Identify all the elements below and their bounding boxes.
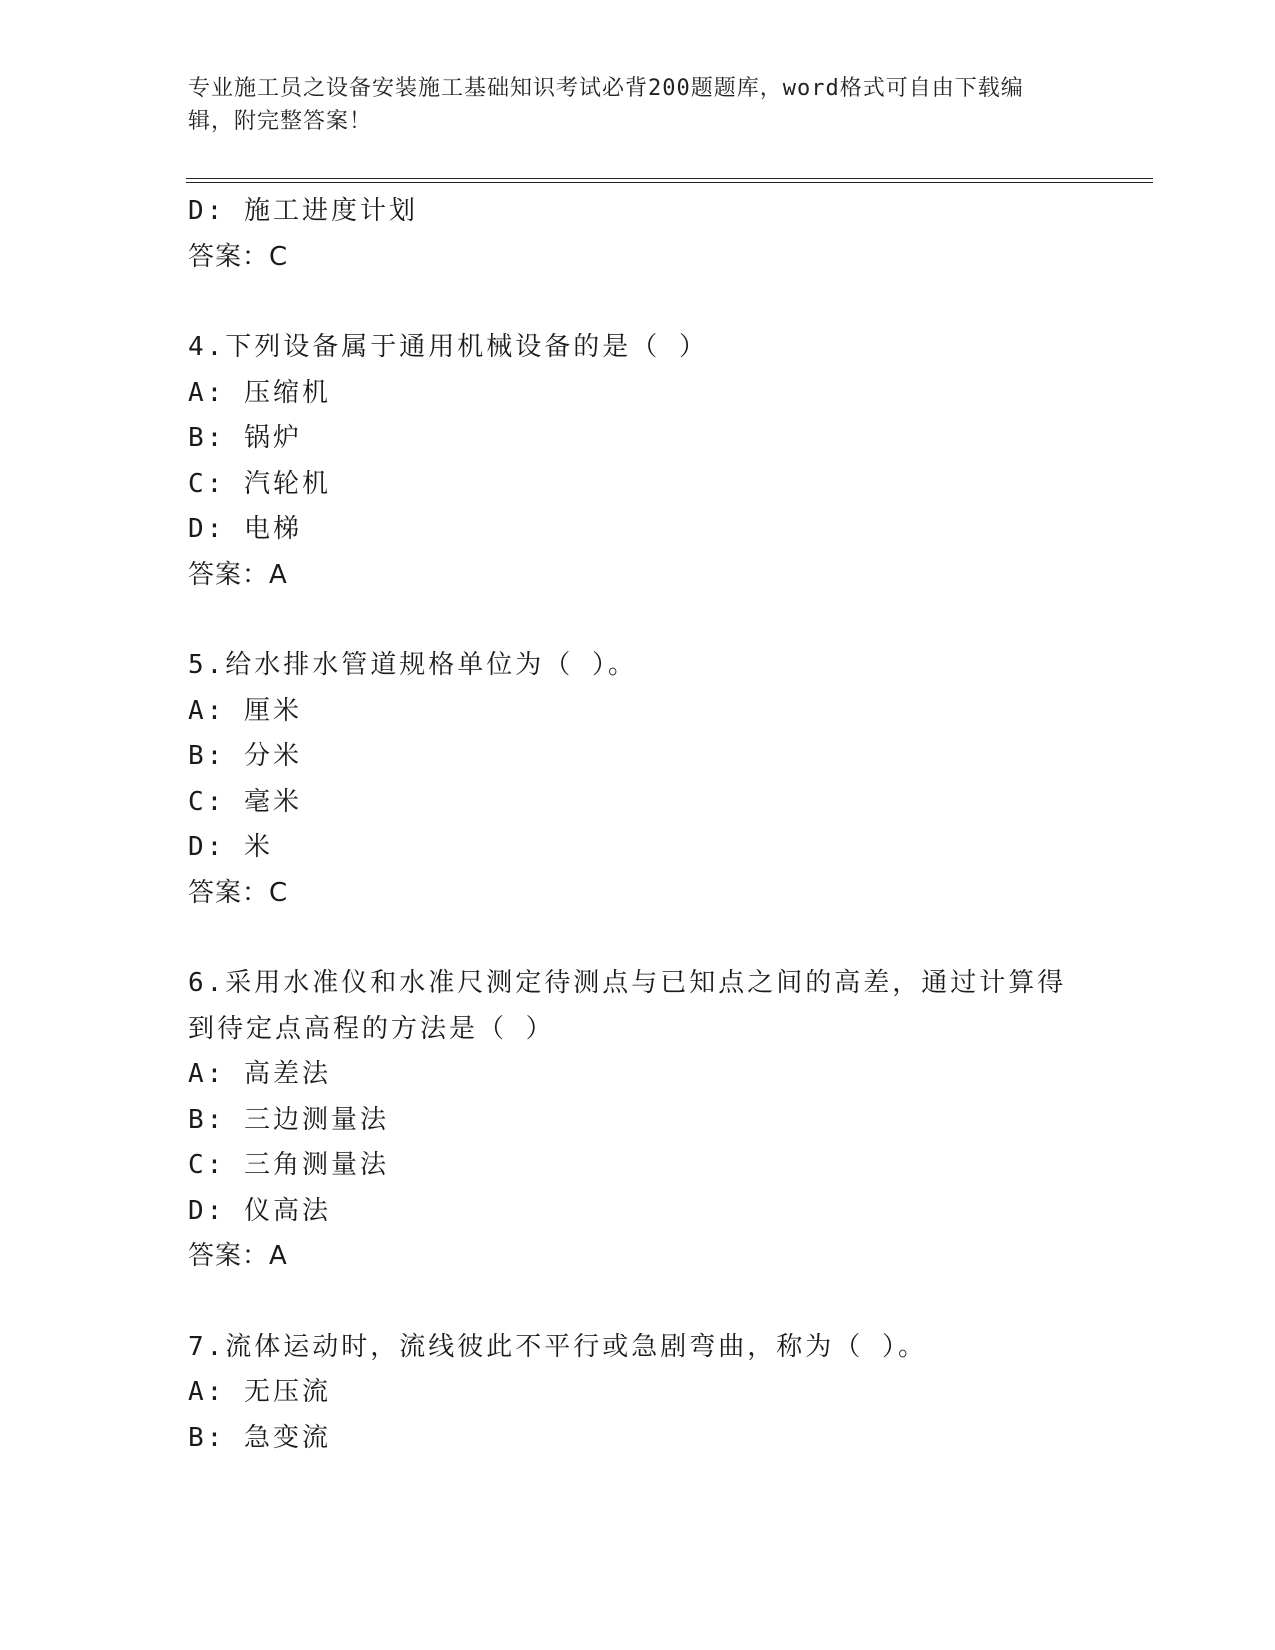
option-d: D: 仪高法 <box>188 1195 331 1226</box>
question-list <box>188 189 1148 1461</box>
option-d: D: 米 <box>188 832 273 862</box>
option-d: D: 施工进度计划 <box>188 196 418 226</box>
answer: 答案：C <box>188 241 289 272</box>
question-stem: 7.流体运动时，流线彼此不平行或急剧弯曲，称为（ ）。 <box>188 1331 927 1362</box>
option-c: C: 汽轮机 <box>188 468 331 499</box>
option-a: A: 无压流 <box>188 1377 331 1407</box>
option-b: B: 锅炉 <box>188 423 302 453</box>
option-b: B: 急变流 <box>188 1422 331 1453</box>
question-7 <box>188 1325 1148 1462</box>
question-stem: 4.下列设备属于通用机械设备的是（ ） <box>188 332 708 362</box>
header-divider <box>186 178 1153 183</box>
option-c: C: 毫米 <box>188 786 302 817</box>
option-b: B: 分米 <box>188 741 302 771</box>
option-c: C: 三角测量法 <box>188 1150 389 1180</box>
option-b: B: 三边测量法 <box>188 1104 389 1135</box>
document-header: 专业施工员之设备安装施工基础知识考试必背200题题库，word格式可自由下载编辑，附完整答案！ <box>188 76 1024 134</box>
option-a: A: 压缩机 <box>188 377 331 408</box>
question-stem: 6.采用水准仪和水准尺测定待测点与已知点之间的高差，通过计算得到待定点高程的方法是（ ） <box>188 968 1067 1044</box>
option-a: A: 高差法 <box>188 1059 331 1089</box>
question-stem: 5.给水排水管道规格单位为（ ）。 <box>188 650 637 680</box>
answer: 答案：A <box>188 559 288 590</box>
question-6 <box>188 961 1148 1280</box>
question-5 <box>188 643 1148 916</box>
question-4 <box>188 325 1148 598</box>
option-d: D: 电梯 <box>188 514 302 544</box>
answer: 答案：C <box>188 877 289 908</box>
answer: 答案：A <box>188 1241 288 1271</box>
option-a: A: 厘米 <box>188 695 302 726</box>
